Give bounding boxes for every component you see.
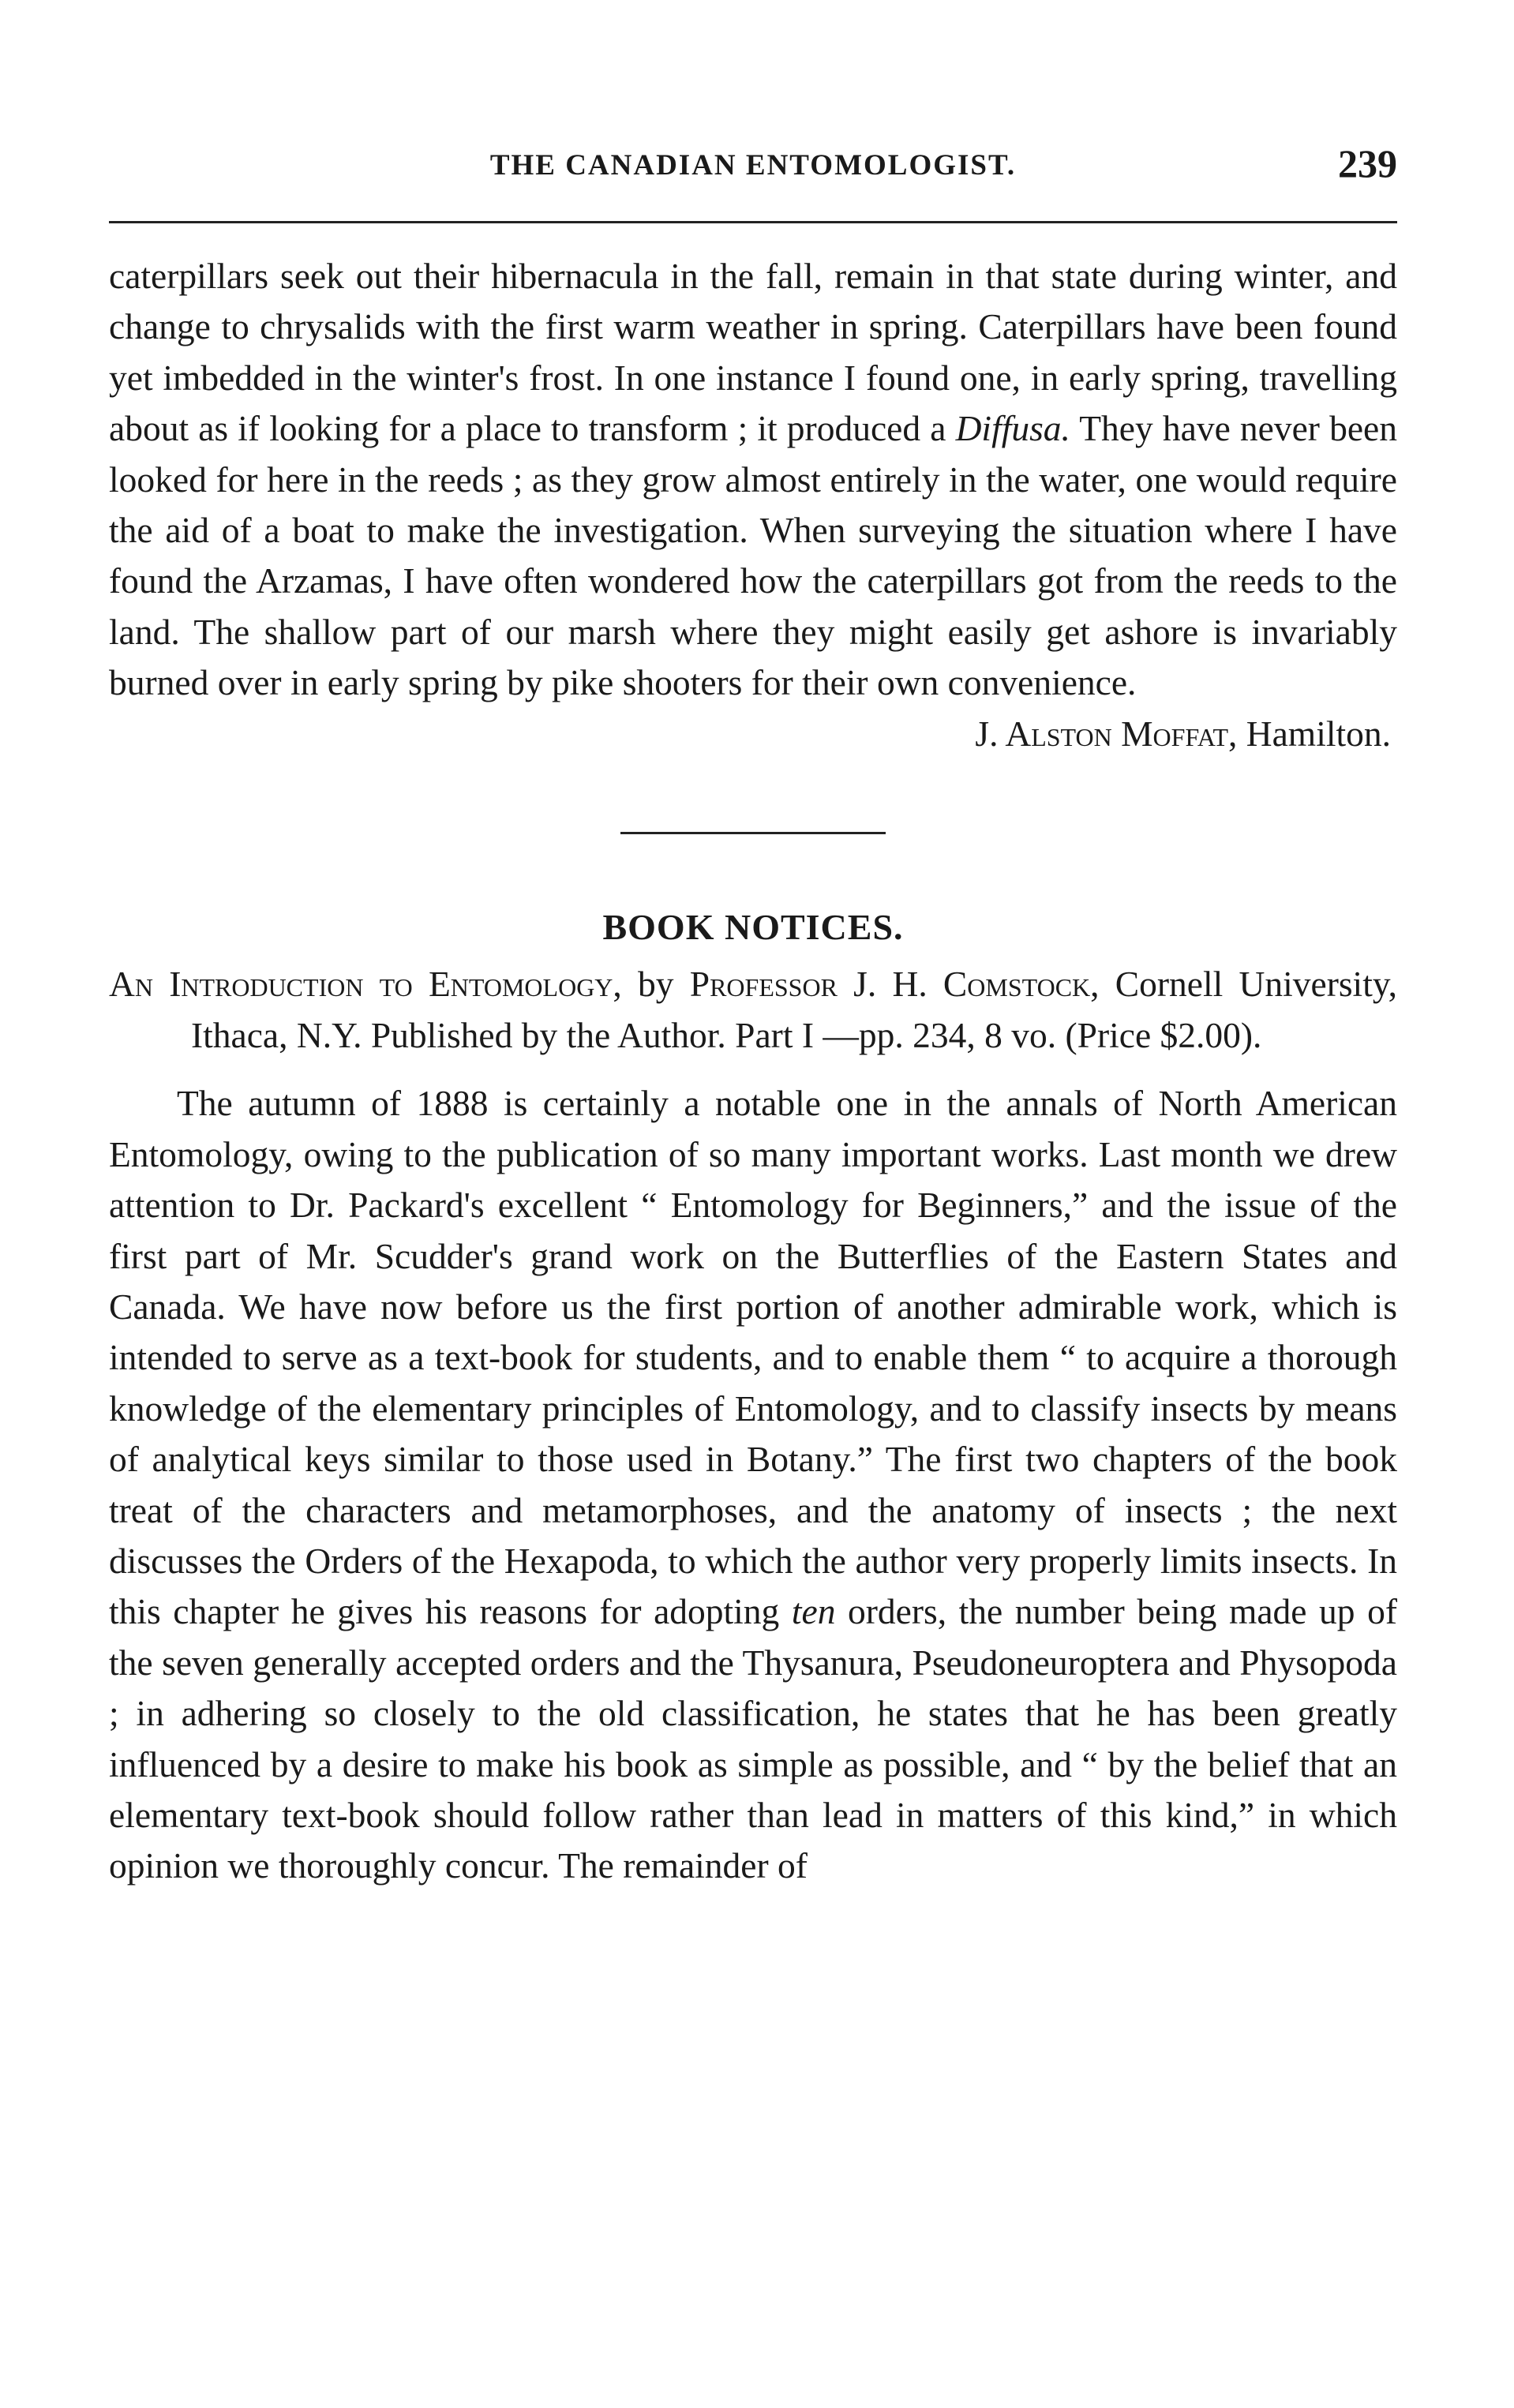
- review-text-2: orders, the number being made up of the seven generally accepted orders and the Thysanura, Pseudoneuroptera and Physopoda ; in adhering so closely to the old classification, he states that he has been greatly influenced by a desire to make his book as simple as possible, and “ by the belief that an elementary text-book should follow rather than lead in matters of this kind,” in which opinion we thoroughly concur. The remainder of: [109, 1591, 1397, 1886]
- opening-paragraph-text-1: caterpillars seek out their hibernacula in the fall, remain in that state during winter, and change to chrysalids with the first warm weather in spring. Caterpillars have been found yet imbedded in the winter's frost. In one instance I found one, in early spring, travelling about as if looking for a place to transform ; it produced a: [109, 256, 1397, 449]
- opening-paragraph-italic: Diffusa.: [955, 408, 1070, 449]
- book-title: An Introduction to Entomology,: [109, 964, 622, 1005]
- book-author: Professor J. H. Comstock,: [689, 964, 1100, 1005]
- review-italic: ten: [791, 1591, 836, 1632]
- section-title: BOOK NOTICES.: [602, 907, 904, 948]
- signature-name: J. Alston Moffat,: [975, 713, 1238, 754]
- book-by: by: [621, 964, 690, 1005]
- author-signature: [109, 709, 1397, 759]
- book-reference: [109, 959, 1397, 1061]
- page-header: [109, 142, 1397, 197]
- signature-place: Hamilton.: [1237, 713, 1391, 754]
- opening-paragraph: [109, 251, 1397, 709]
- page-body: [109, 251, 1397, 1892]
- page-number: 239: [1338, 141, 1397, 185]
- running-title: THE CANADIAN ENTOMOLOGIST.: [489, 149, 1017, 182]
- book-details: Cornell University, Ithaca, N.Y. Published by the Author. Part I —pp. 234, 8 vo. (Price $2.00).: [191, 964, 1397, 1055]
- review-text-1: The autumn of 1888 is certainly a notable one in the annals of North American Entomology, owing to the publication of so many important works. Last month we drew attention to Dr. Packard's excellent “ Entomology for Beginners,” and the issue of the first part of Mr. Scudder's grand work on the Butterflies of the Eastern States and Canada. We have now before us the first portion of another admirable work, which is intended to serve as a text-book for students, and to enable them “ to acquire a thorough knowledge of the elementary principles of Entomology, and to classify insects by means of analytical keys similar to those used in Botany.” The first two chapters of the book treat of the characters and metamorphoses, and the anatomy of insects ; the next discusses the Orders of the Hexapoda, to which the author very properly limits insects. In this chapter he gives his reasons for adopting: [109, 1083, 1397, 1632]
- opening-paragraph-text-2: They have never been looked for here in the reeds ; as they grow almost entirely in the water, one would require the aid of a boat to make the investigation. When surveying the situation where I have found the Arzamas, I have often wondered how the caterpillars got from the reeds to the land. The shallow part of our marsh where they might easily get ashore is invariably burned over in early spring by pike shooters for their own convenience.: [109, 408, 1397, 703]
- review-paragraph: [109, 1078, 1397, 1892]
- header-rule: [109, 221, 1397, 223]
- section-divider: [620, 832, 886, 834]
